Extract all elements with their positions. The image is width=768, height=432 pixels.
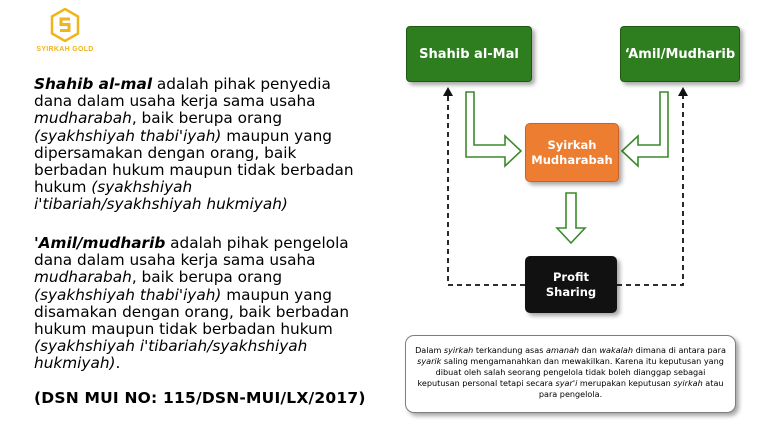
arrowhead-up-shahib (443, 87, 453, 96)
node-label: Profit (552, 269, 589, 284)
definition-text: maupun yang disamakan dengan orang, baik berbadan hukum maupun tidak berbadan hukum (34, 285, 350, 339)
term-syakhshiyah-itibariah: (syakhshiyah i'tibariah/syakhshiyah hukmiyah) (34, 178, 288, 214)
syirkah-note-box (405, 335, 736, 413)
note-text: saling mengamanahkan dan mewakilkan. Karena itu keputusan yang dibuat oleh salah seorang pengelola tidak boleh dianggap sebagai keputusan personal tetapi secara (417, 356, 724, 388)
dsn-mui-reference: (DSN MUI NO: 115/DSN-MUI/LX/2017) (34, 389, 366, 407)
note-text: atau para pengelola. (538, 378, 724, 399)
note-term: syirkah (443, 345, 474, 355)
definition-text: maupun yang dipersamakan dengan orang, baik berbadan hukum maupun tidak berbadan hukum (34, 126, 354, 197)
node-label: Syirkah (547, 137, 597, 152)
definition-text: adalah pihak pengelola dana dalam usaha kerja sama usaha (34, 234, 349, 270)
note-term: syirkah (673, 378, 703, 388)
term-mudharabah: mudharabah (34, 109, 132, 128)
dashed-return-to-amil (617, 94, 683, 285)
note-term: wakalah (599, 345, 634, 355)
arrow-syirkah-to-profit (557, 193, 585, 243)
term-syakhshiyah-thabiiyah: (syakhshiyah thabi'iyah) (34, 285, 222, 304)
node-profit-sharing (525, 256, 617, 313)
arrow-shahib-to-syirkah (466, 92, 521, 166)
note-text: Dalam (415, 345, 444, 355)
note-term: syarik (417, 356, 442, 366)
note-text: merupakan keputusan (577, 378, 674, 388)
dashed-return-to-shahib (448, 94, 525, 285)
note-text: dan (579, 345, 600, 355)
term-syakhshiyah-itibariah: (syakhshiyah i'tibariah/syakhshiyah hukmiyah) (34, 337, 308, 373)
node-amil-mudharib: ‘Amil/Mudharib (620, 26, 740, 82)
node-label: Sharing (545, 284, 597, 299)
term-mudharabah: mudharabah (34, 268, 132, 287)
definition-text: , baik berupa orang (131, 109, 283, 128)
note-term: syar'i (555, 378, 578, 388)
term-syakhshiyah-thabiiyah: (syakhshiyah thabi'iyah) (34, 126, 222, 145)
note-text: terkandung asas (473, 345, 547, 355)
arrow-amil-to-syirkah (622, 92, 668, 166)
term-shahib-al-mal: Shahib al-mal (34, 75, 153, 93)
definition-text: adalah pihak penyedia dana dalam usaha kerja sama usaha (34, 75, 331, 111)
term-amil-mudharib: 'Amil/mudharib (34, 234, 166, 252)
arrowhead-up-amil (678, 87, 688, 96)
node-syirkah-mudharabah (525, 123, 619, 182)
note-text: dimana di antara para (633, 345, 726, 355)
node-label: Mudharabah (531, 152, 613, 167)
brand-name: SYIRKAH GOLD (36, 46, 94, 53)
definition-text: . (115, 354, 121, 373)
note-term: amanah (546, 345, 580, 355)
definition-text: , baik berupa orang (131, 268, 283, 287)
node-shahib-al-mal: Shahib al-Mal (406, 26, 532, 82)
